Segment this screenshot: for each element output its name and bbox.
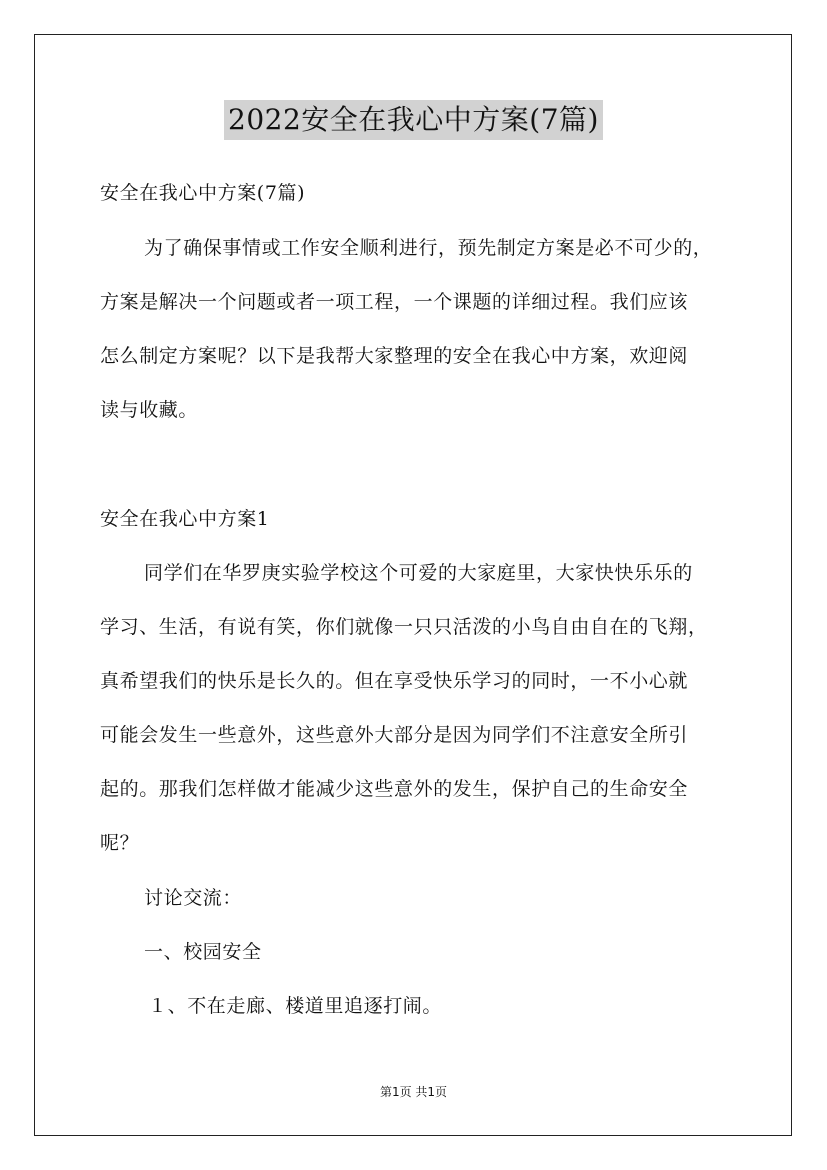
intro-paragraph-line: 读与收藏。	[100, 399, 199, 421]
intro-paragraph-line: 为了确保事情或工作安全顺利进行，预先制定方案是必不可少的，	[144, 237, 713, 259]
section-heading: 安全在我心中方案1	[100, 508, 270, 530]
section-paragraph-line: 学习、生活，有说有笑，你们就像一只只活泼的小鸟自由自在的飞翔，	[100, 616, 708, 638]
intro-paragraph-line: 方案是解决一个问题或者一项工程，一个课题的详细过程。我们应该	[100, 291, 689, 313]
section-paragraph-line: 呢？	[100, 832, 140, 854]
title-container	[0, 100, 827, 140]
section-paragraph-line: 可能会发生一些意外，这些意外大部分是因为同学们不注意安全所引	[100, 724, 689, 746]
section-paragraph-line: 起的。那我们怎样做才能减少这些意外的发生，保护自己的生命安全	[100, 778, 689, 800]
intro-paragraph-line: 怎么制定方案呢？以下是我帮大家整理的安全在我心中方案，欢迎阅	[100, 345, 689, 367]
section-paragraph-line: 真希望我们的快乐是长久的。但在享受快乐学习的同时，一不小心就	[100, 670, 689, 692]
page-footer	[0, 1084, 827, 1100]
discussion-label: 讨论交流：	[144, 887, 243, 909]
document-subtitle: 安全在我心中方案(7篇)	[100, 182, 306, 204]
list-item: １、不在走廊、楼道里追逐打闹。	[148, 995, 443, 1017]
list-heading: 一、校园安全	[144, 941, 262, 963]
section-paragraph-line: 同学们在华罗庚实验学校这个可爱的大家庭里，大家快快乐乐的	[144, 562, 693, 584]
document-title: 2022安全在我心中方案(7篇)	[224, 100, 603, 140]
page-number: 第1页 共1页	[379, 1085, 448, 1099]
